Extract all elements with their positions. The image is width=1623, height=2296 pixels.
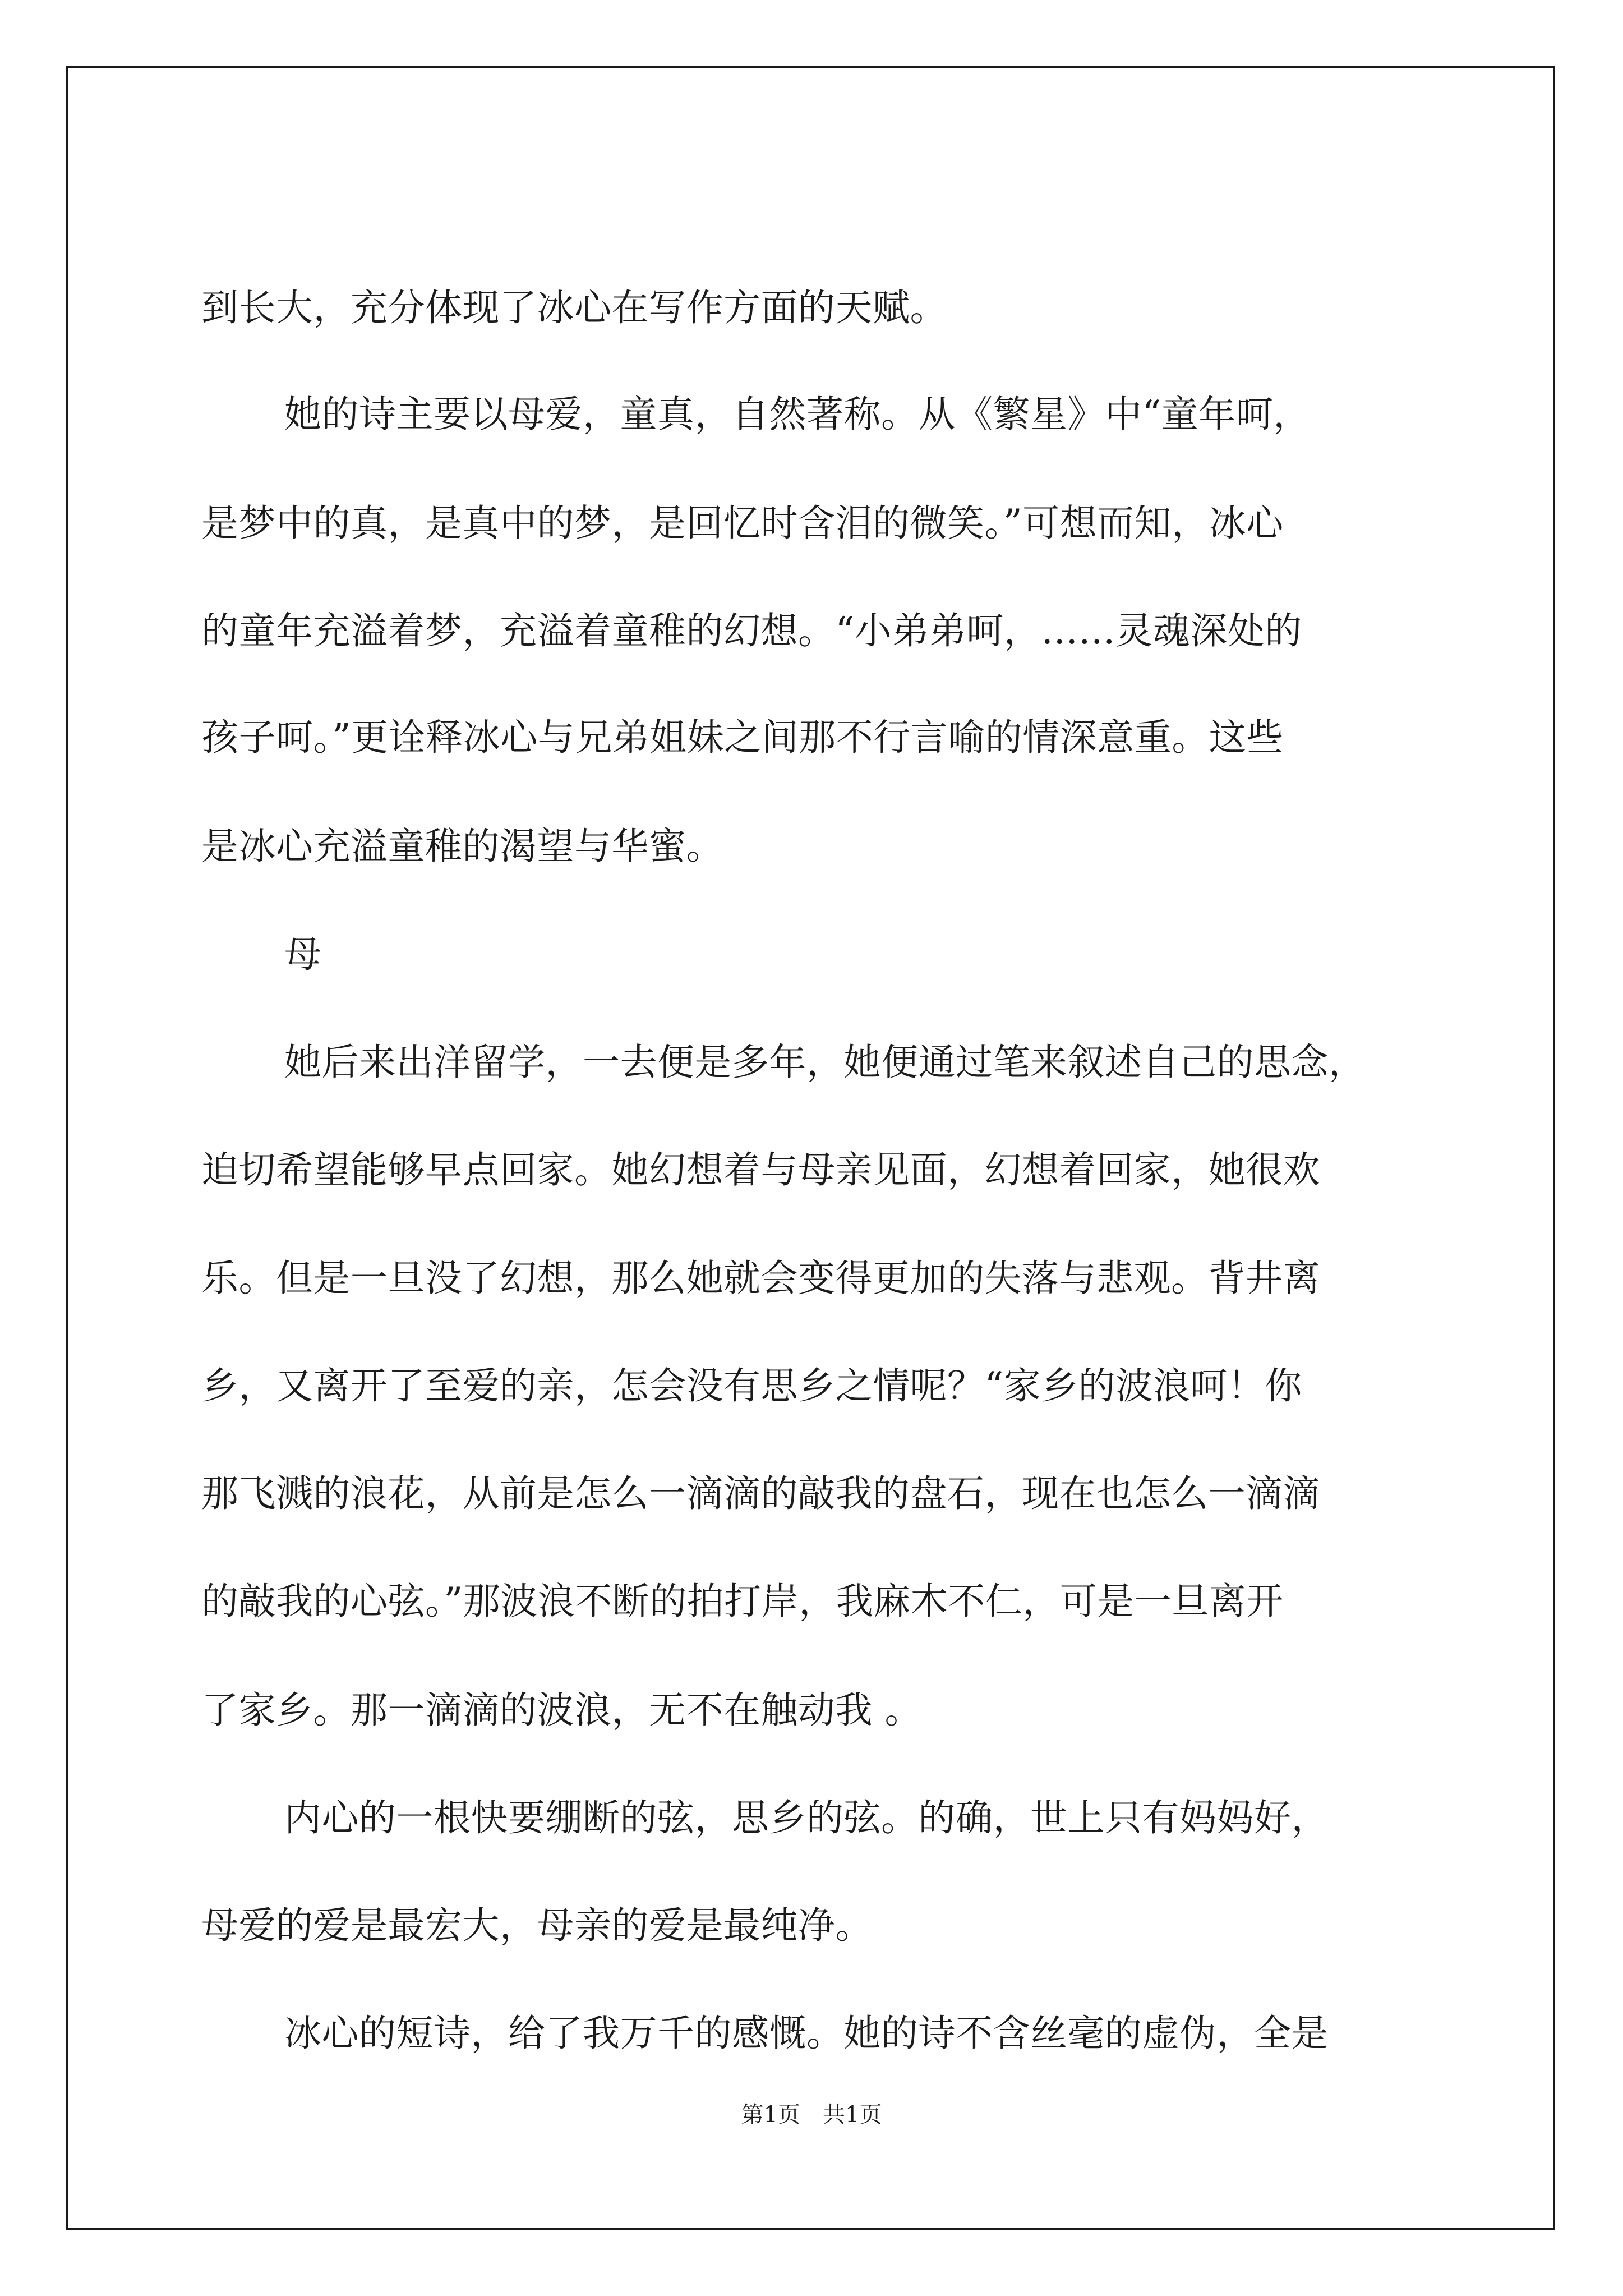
text-line: 了家乡。那一滴滴的波浪，无不在触动我 。 [201,1688,922,1732]
text-line: 是梦中的真，是真中的梦，是回忆时含泪的微笑。”可想而知，冰心 [201,501,1284,545]
text-line: 母 [284,933,322,976]
text-line: 那飞溅的浪花，从前是怎么一滴滴的敲我的盘石，现在也怎么一滴滴 [201,1472,1320,1515]
text-line: 是冰心充溢童稚的渴望与华蜜。 [201,825,723,868]
text-line: 母爱的爱是最宏大，母亲的爱是最纯净。 [201,1904,873,1947]
text-line: 她后来出洋留学，一去便是多年，她便通过笔来叙述自己的思念， [284,1041,1366,1084]
text-line: 的敲我的心弦。”那波浪不断的拍打岸，我麻木不仁，可是一旦离开 [201,1580,1284,1623]
text-line: 冰心的短诗，给了我万千的感慨。她的诗不含丝毫的虚伪，全是 [284,2012,1329,2055]
text-line: 到长大，充分体现了冰心在写作方面的天赋。 [201,286,947,329]
text-line: 内心的一根快要绷断的弦，思乡的弦。的确，世上只有妈妈好， [284,1796,1329,1839]
page-frame [66,66,1555,2230]
text-line: 的童年充溢着梦，充溢着童稚的幻想。“小弟弟呵，……灵魂深处的 [201,609,1302,652]
body-text [68,68,1553,2228]
page-number-current: 第1页 [741,2102,800,2128]
text-line: 孩子呵。”更诠释冰心与兄弟姐妹之间那不行言喻的情深意重。这些 [201,716,1284,759]
page-number-total: 共1页 [823,2102,882,2128]
text-line: 乐。但是一旦没了幻想，那么她就会变得更加的失落与悲观。背井离 [201,1257,1320,1300]
text-line: 她的诗主要以母爱，童真，自然著称。从《繁星》中“童年呵， [284,393,1311,436]
text-line: 乡，又离开了至爱的亲，怎会没有思乡之情呢？“家乡的波浪呵！你 [201,1364,1302,1407]
text-line: 迫切希望能够早点回家。她幻想着与母亲见面，幻想着回家，她很欢 [201,1148,1320,1191]
page-footer [0,2097,1623,2129]
